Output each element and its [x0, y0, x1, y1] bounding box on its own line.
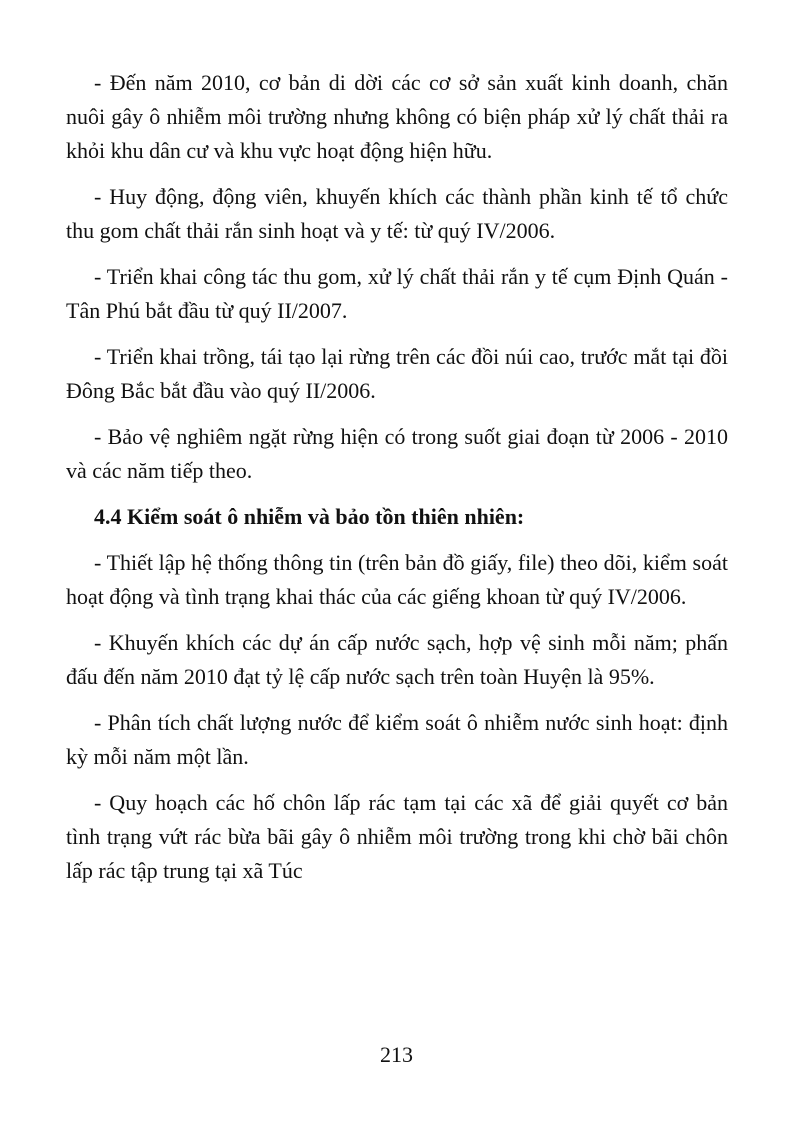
- paragraph-medical-waste: - Triển khai công tác thu gom, xử lý chất thải rắn y tế cụm Định Quán - Tân Phú bắt đầu từ quý II/2007.: [66, 264, 728, 323]
- page-number: 213: [380, 1042, 413, 1067]
- section-heading: 4.4 Kiểm soát ô nhiễm và bảo tồn thiên nhiên:: [94, 504, 525, 529]
- paragraph-water-quality: - Phân tích chất lượng nước để kiểm soát ô nhiễm nước sinh hoạt: định kỳ mỗi năm một lần.: [66, 710, 728, 769]
- paragraph-landfill-planning: - Quy hoạch các hố chôn lấp rác tạm tại các xã để giải quyết cơ bản tình trạng vứt rác bừa bãi gây ô nhiễm môi trường trong khi chờ bãi chôn lấp rác tập trung tại xã Túc: [66, 790, 728, 883]
- paragraph-relocation: - Đến năm 2010, cơ bản di dời các cơ sở sản xuất kinh doanh, chăn nuôi gây ô nhiễm môi trường nhưng không có biện pháp xử lý chất thải ra khỏi khu dân cư và khu vực hoạt động hiện hữu.: [66, 70, 728, 163]
- paragraph-reforestation: - Triển khai trồng, tái tạo lại rừng trên các đồi núi cao, trước mắt tại đồi Đông Bắc bắt đầu vào quý II/2006.: [66, 344, 728, 403]
- paragraph-information-system: - Thiết lập hệ thống thông tin (trên bản đồ giấy, file) theo dõi, kiểm soát hoạt động và tình trạng khai thác của các giếng khoan từ quý IV/2006.: [66, 550, 728, 609]
- paragraph-forest-protection: - Bảo vệ nghiêm ngặt rừng hiện có trong suốt giai đoạn từ 2006 - 2010 và các năm tiếp theo.: [66, 424, 728, 483]
- paragraph-clean-water: - Khuyến khích các dự án cấp nước sạch, hợp vệ sinh mỗi năm; phấn đấu đến năm 2010 đạt tỷ lệ cấp nước sạch trên toàn Huyện là 95%.: [66, 630, 728, 689]
- paragraph-waste-collection: - Huy động, động viên, khuyến khích các thành phần kinh tế tổ chức thu gom chất thải rắn sinh hoạt và y tế: từ quý IV/2006.: [66, 184, 728, 243]
- page-body: [66, 66, 728, 900]
